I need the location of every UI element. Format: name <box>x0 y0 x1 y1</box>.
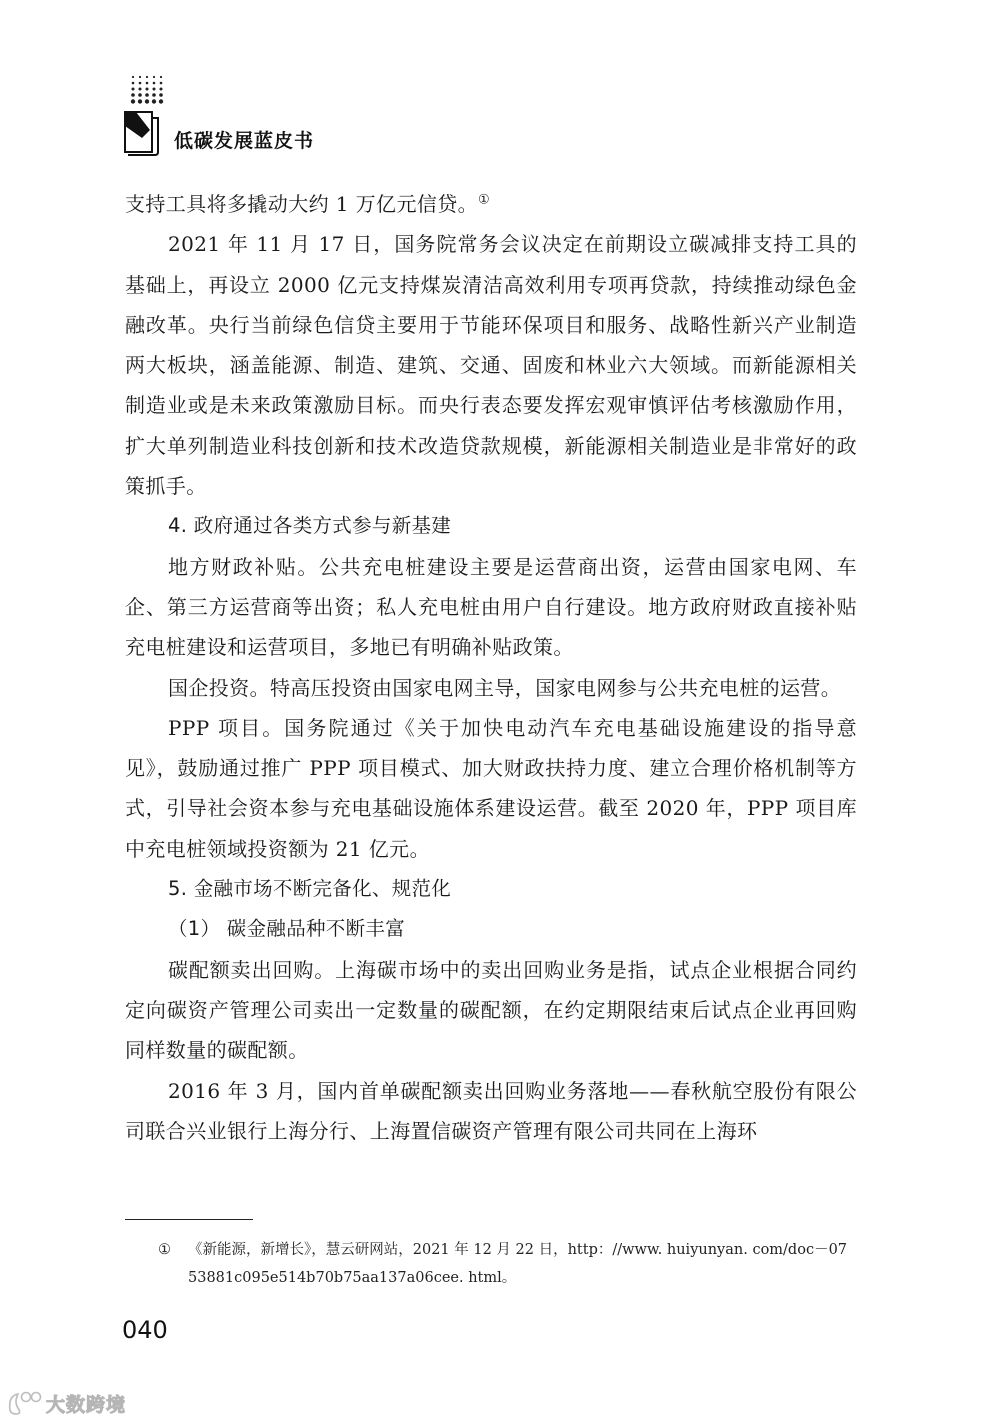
paragraph: 2021 年 11 月 17 日，国务院常务会议决定在前期设立碳减排支持工具的基础上，再设立 2000 亿元支持煤炭清洁高效利用专项再贷款，持续推动绿色金融改革。央行当前绿色信贷主要用于节能环保项目和服务、战略性新兴产业制造两大板块，涵盖能源、制造、建筑、交通、固废和林业六大领域。而新能源相关制造业或是未来政策激励目标。而央行表态要发挥宏观审慎评估考核激励作用，扩大单列制造业科技创新和技术改造贷款规模，新能源相关制造业是非常好的政策抓手。 <box>125 232 857 499</box>
footnote-marker: ① <box>158 1242 171 1258</box>
subsection-heading: （1） 碳金融品种不断丰富 <box>168 917 406 941</box>
paragraph: 2016 年 3 月，国内首单碳配额卖出回购业务落地——春秋航空股份有限公司联合兴业银行上海分行、上海置信碳资产管理有限公司共同在上海环 <box>125 1078 857 1143</box>
main-text <box>125 184 857 1151</box>
footnote-text[interactable]: 《新能源，新增长》，慧云研网站，2021 年 12 月 22 日，http：//www. huiyunyan. com/doc－0753881c095e514b70b75aa137a06cee. html。 <box>188 1242 848 1286</box>
section-heading: 5. 金融市场不断完备化、规范化 <box>168 877 452 901</box>
watermark-logo-icon <box>6 1388 44 1416</box>
paragraph: 地方财政补贴。公共充电桩建设主要是运营商出资，运营由国家电网、车企、第三方运营商等出资；私人充电桩由用户自行建设。地方政府财政直接补贴充电桩建设和运营项目，多地已有明确补贴政策。 <box>125 554 857 660</box>
paragraph-text: 支持工具将多撬动大约 1 万亿元信贷。 <box>125 192 479 216</box>
paragraph: 国企投资。特高压投资由国家电网主导，国家电网参与公共充电桩的运营。 <box>168 675 842 700</box>
paragraph: 碳配额卖出回购。上海碳市场中的卖出回购业务是指，试点企业根据合同约定向碳资产管理公司卖出一定数量的碳配额，在约定期限结束后试点企业再回购同样数量的碳配额。 <box>125 957 857 1063</box>
watermark-text: 大数跨境 <box>46 1394 127 1416</box>
watermark <box>6 1386 136 1418</box>
series-title: 低碳发展蓝皮书 <box>174 130 315 152</box>
paragraph-continued <box>125 184 857 224</box>
footnote-reference[interactable]: ① <box>478 192 491 208</box>
footnote-divider <box>125 1219 253 1220</box>
footnote <box>158 1236 852 1292</box>
running-header <box>122 74 542 164</box>
section-heading: 4. 政府通过各类方式参与新基建 <box>168 514 452 538</box>
dot-grid-decoration <box>130 74 164 112</box>
page-number: 040 <box>122 1316 168 1344</box>
book-icon <box>122 108 164 156</box>
paragraph: PPP 项目。国务院通过《关于加快电动汽车充电基础设施建设的指导意见》，鼓励通过推广 PPP 项目模式、加大财政扶持力度、建立合理价格机制等方式，引导社会资本参与充电基础设施体系建设运营。截至 2020 年，PPP 项目库中充电桩领域投资额为 21 亿元。 <box>125 715 857 861</box>
